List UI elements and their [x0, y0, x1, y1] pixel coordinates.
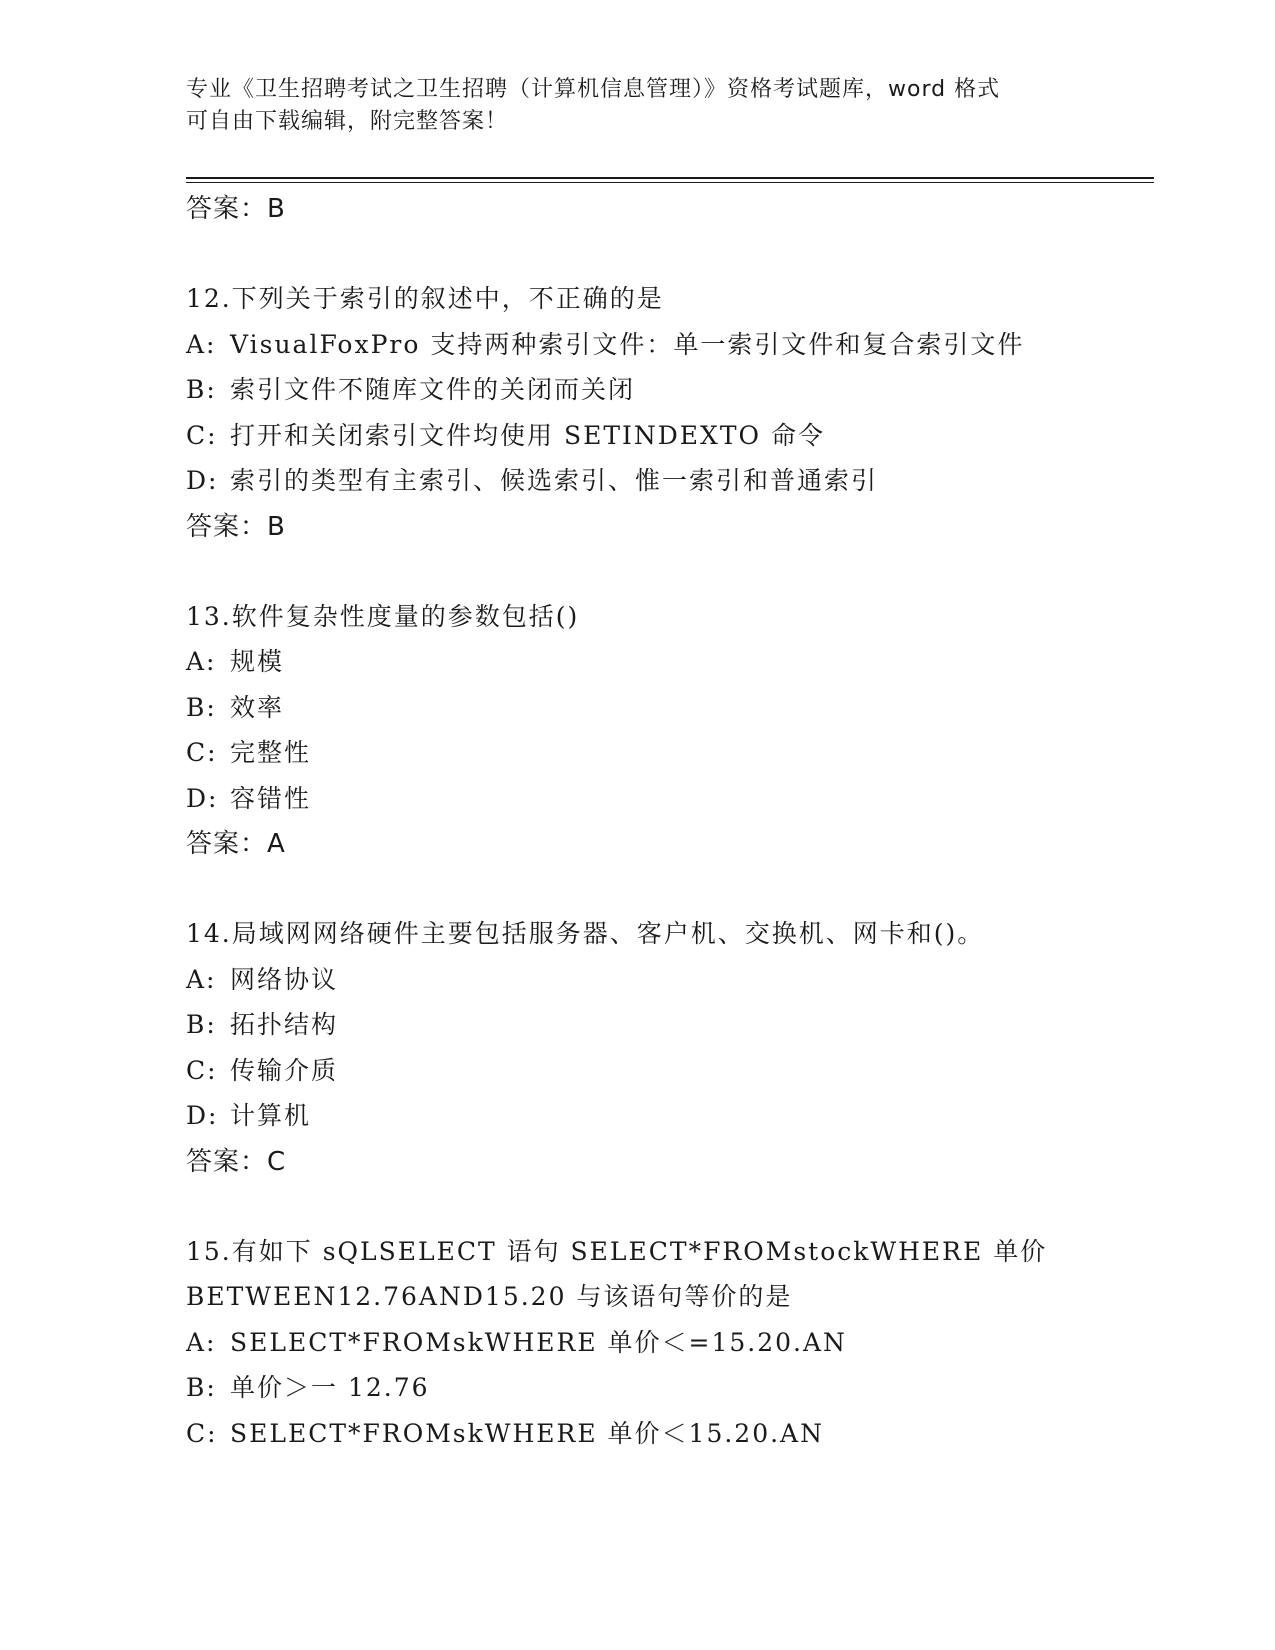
answer-option: [186, 1093, 1146, 1139]
question-list: [186, 186, 1146, 1456]
option-label: A:: [186, 647, 217, 676]
option-text: 完整性: [230, 738, 312, 767]
option-text: 容错性: [230, 783, 312, 813]
option-label: A:: [186, 1327, 217, 1357]
answer-option: [186, 458, 1146, 504]
answer-option: [186, 685, 1146, 731]
answer-option: [186, 1365, 1146, 1411]
question-block: [186, 276, 1146, 550]
question-block: [186, 1229, 1146, 1457]
previous-answer: 答案：B: [186, 194, 286, 224]
answer-option: [186, 957, 1146, 1003]
option-label: D:: [186, 1101, 219, 1130]
option-text: 计算机: [230, 1101, 312, 1130]
option-text: 单价＞一 12.76: [230, 1373, 430, 1402]
option-label: B:: [186, 692, 217, 722]
page-header: [186, 74, 1066, 138]
question-gap: [186, 550, 1146, 594]
option-label: D:: [186, 783, 219, 813]
option-label: C:: [186, 420, 218, 450]
question-stem: BETWEEN12.76AND15.20 与该语句等价的是: [186, 1282, 793, 1311]
question-answer: 答案：C: [186, 1146, 287, 1177]
answer-option: [186, 1002, 1146, 1048]
option-text: 效率: [230, 692, 285, 722]
answer-option: [186, 413, 1146, 459]
header-line-1: 专业《卫生招聘考试之卫生招聘（计算机信息管理）》资格考试题库，word 格式: [186, 77, 1001, 102]
option-label: C:: [186, 1418, 218, 1448]
question-gap: [186, 867, 1146, 911]
question-answer: 答案：A: [186, 829, 286, 859]
option-text: 打开和关闭索引文件均使用 SETINDEXTO 命令: [230, 420, 825, 450]
answer-option: [186, 730, 1146, 776]
option-label: A:: [186, 329, 217, 359]
option-text: SELECT*FROMskWHERE 单价＜15.20.AN: [230, 1418, 824, 1448]
header-rule-thin: [186, 182, 1154, 183]
answer-option: [186, 776, 1146, 822]
option-label: D:: [186, 466, 219, 495]
header-rule-thick: [186, 177, 1154, 179]
question-gap: [186, 1185, 1146, 1229]
answer-option: [186, 1320, 1146, 1366]
option-label: B:: [186, 375, 217, 404]
answer-option: [186, 367, 1146, 413]
answer-option: [186, 322, 1146, 368]
option-text: 网络协议: [230, 964, 339, 994]
option-text: 拓扑结构: [230, 1010, 339, 1039]
question-stem: 14.局域网网络硬件主要包括服务器、客户机、交换机、网卡和()。: [186, 919, 985, 948]
option-label: C:: [186, 1055, 218, 1085]
question-stem: 15.有如下 sQLSELECT 语句 SELECT*FROMstockWHERE 单价: [186, 1236, 1048, 1266]
option-text: 传输介质: [230, 1055, 339, 1085]
option-text: VisualFoxPro 支持两种索引文件：单一索引文件和复合索引文件: [230, 329, 1025, 359]
option-label: C:: [186, 738, 218, 767]
answer-option: [186, 639, 1146, 685]
option-text: 索引的类型有主索引、候选索引、惟一索引和普通索引: [230, 466, 879, 495]
question-block: [186, 911, 1146, 1185]
question-stem: 13.软件复杂性度量的参数包括(): [186, 601, 580, 631]
question-gap: [186, 232, 1146, 276]
question-stem: 12.下列关于索引的叙述中，不正确的是: [186, 284, 664, 313]
option-text: 索引文件不随库文件的关闭而关闭: [230, 375, 636, 404]
option-label: A:: [186, 964, 217, 994]
answer-option: [186, 1411, 1146, 1457]
question-block: [186, 594, 1146, 868]
option-label: B:: [186, 1373, 217, 1402]
option-text: SELECT*FROMskWHERE 单价＜=15.20.AN: [230, 1327, 847, 1357]
answer-option: [186, 1048, 1146, 1094]
option-text: 规模: [230, 647, 285, 676]
header-line-2: 可自由下载编辑，附完整答案！: [186, 109, 509, 134]
question-answer: 答案：B: [186, 511, 286, 542]
option-label: B:: [186, 1010, 217, 1039]
